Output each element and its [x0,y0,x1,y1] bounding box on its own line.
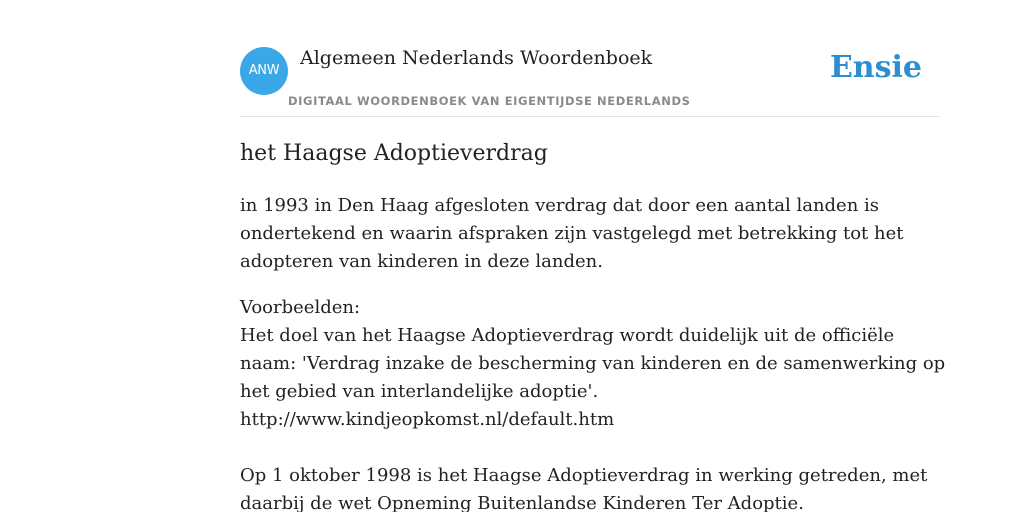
entry-content [240,138,950,512]
ensie-logo[interactable]: Ensie [829,50,922,85]
site-title[interactable]: Algemeen Nederlands Woordenboek [300,47,653,69]
anw-logo[interactable]: ANW [240,47,288,95]
site-header [240,44,940,117]
examples-label: Voorbeelden: [240,297,361,318]
examples-block [240,294,950,512]
definition-text: in 1993 in Den Haag afgesloten verdrag dat door een aantal landen is ondertekend en waarin afspraken zijn vastgelegd met betrekking tot het adopteren van kinderen in deze landen. [240,195,904,272]
example-spacer [240,434,950,462]
page-title: het Haagse Adoptieverdrag [240,141,548,166]
example-text: Het doel van het Haagse Adoptieverdrag wordt duidelijk uit de officiële naam: 'Verdrag inzake de bescherming van kinderen en de samenwerking op het gebied van interlandelijke adoptie'. [240,325,946,402]
example-text: Op 1 oktober 1998 is het Haagse Adoptieverdrag in werking getreden, met daarbij de wet Opneming Buitenlandse Kinderen Ter Adoptie. [240,465,928,512]
example-source: http://www.kindjeopkomst.nl/default.htm [240,409,615,430]
site-subtitle: DIGITAAL WOORDENBOEK VAN EIGENTIJDSE NEDERLANDS [288,94,691,108]
